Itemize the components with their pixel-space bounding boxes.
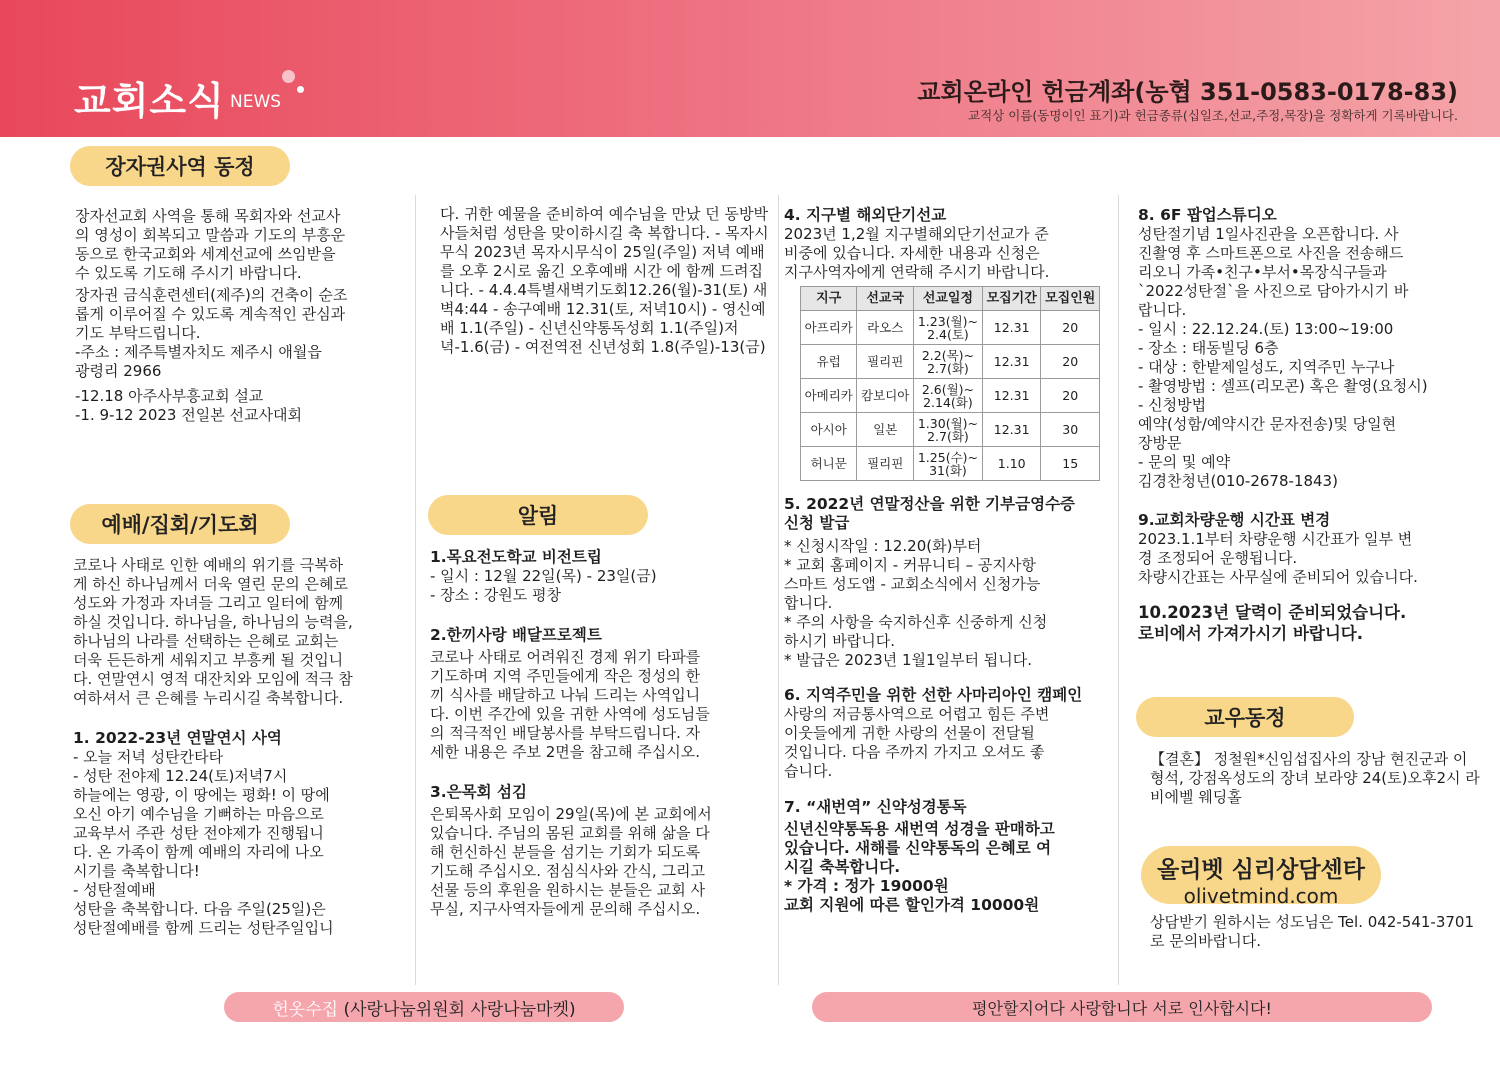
footer-greeting: 평안할지어다 사랑합니다 서로 인사합시다! [812, 992, 1432, 1022]
section-title-members: 교우동정 [1136, 697, 1354, 737]
table-header-cell: 지구 [801, 287, 857, 311]
olivet-url[interactable]: olivetmind.com [1183, 884, 1339, 908]
notice-section [430, 548, 770, 919]
table-header-cell: 모집기간 [982, 287, 1041, 311]
decor-dot-small-icon [297, 86, 304, 93]
table-cell: 12.31 [982, 379, 1041, 413]
table-header-cell: 선교일정 [913, 287, 982, 311]
page-title: 교회소식 [74, 79, 225, 123]
news-label: NEWS [230, 92, 282, 112]
table-row [801, 413, 1100, 447]
notice1-body: - 일시 : 12월 22일(목) - 23일(금) - 장소 : 강원도 평창 [430, 567, 657, 604]
item5-body: * 신청시작일 : 12.20(화)부터 * 교회 홈페이지 - 커뮤니티 – 공지사항 스마트 성도앱 - 교회소식에서 신청가능 합니다. * 주의 사항을 숙지하신후 신중하게 신청 하시기 바랍니다. * 발급은 2023년 1월1일부터 됩니다. [784, 537, 1048, 669]
table-cell: 일본 [857, 413, 913, 447]
table-cell: 12.31 [982, 345, 1041, 379]
table-cell: 1.25(수)~ 31(화) [913, 447, 982, 481]
item4-body: 2023년 1,2월 지구별해외단기선교가 준 비중에 있습니다. 자세한 내용과 신청은 지구사역자에게 연락해 주시기 바랍니다. [784, 225, 1050, 281]
item8-body: 성탄절기념 1일사진관을 오픈합니다. 사 진촬영 후 스마트폰으로 사진을 전송해드 리오니 가족•친구•부서•목장식구들과 `2022성탄절`을 사진으로 담아가시기 바 랍니다. - 일시 : 22.12.24.(토) 13:00~19:00 - 장소 : 태동빌딩 6층 - 대상 : 한밭제일성도, 지역주민 누구나 - 촬영방법 : 셀프(리모콘) 혹은 촬영(요청시) - 신청방법 예약(성함/예약시간 문자전송)및 당일현 장방문 - 문의 및 예약 김경찬청년(010-2678-1843) [1138, 225, 1428, 490]
olivet-name: 올리벳 심리상담센타 [1157, 857, 1365, 883]
worship-para: 코로나 사태로 인한 예배의 위기를 극복하 게 하신 하나님께서 더욱 열린 문의 은혜로 성도와 가정과 자녀들 그리고 일터에 함께 하실 것입니다. 하나님을, 하나님의 능력을, 하나님의 나라를 선택하는 은혜로 교회는 더욱 든든하게 세워지고 부흥케 될 것입니 다. 연말연시 영적 대잔치와 모임에 적극 참 여하셔서 큰 은혜를 누리시길 축복합니다. [73, 556, 353, 707]
offering-note: 교적상 이름(동명이인 표기)과 헌금종류(십일조,선교,주정,목장)을 정확하게 기록바랍니다. [968, 108, 1458, 123]
table-cell: 유럽 [801, 345, 857, 379]
section-title-worship: 예배/집회/기도회 [70, 504, 290, 544]
item7-title: 7. “새번역” 신약성경통독 [784, 798, 967, 816]
notice3-body: 은퇴목사회 모임이 29일(목)에 본 교회에서 있습니다. 주님의 몸된 교회를 위해 삶을 다 해 헌신하신 분들을 섬기는 기회가 되도록 기도해 주십시오. 점심식사와 간식, 그리고 선물 등의 후원을 원하시는 분들은 교회 사 무실, 지구사역자들에게 문의해 주십시오. [430, 805, 712, 918]
table-cell: 1.10 [982, 447, 1041, 481]
worship-continued: 다. 귀한 예물을 준비하여 예수님을 만났 던 동방박사들처럼 성탄을 맞이하시길 축 복합니다. - 목자시무식 2023년 목자시무식이 25일(주일) 저녁 예배를 오후 2시로 옮긴 오후예배 시간 에 함께 드려집니다. - 4.4.4특별새벽기도회12.26(월)-31(토) 새벽4:44 - 송구예배 12.31(토, 저녁10시) - 영신예배 1.1(주일) - 신년신약통독성회 1.1(주일)저녁-1.6(금) - 여전역전 신년성회 1.8(주일)-13(금) [440, 205, 769, 356]
table-cell: 필리핀 [857, 447, 913, 481]
table-cell: 필리핀 [857, 345, 913, 379]
decor-dot-icon [282, 70, 295, 83]
jangja-para-1: 장자선교회 사역을 통해 목회자와 선교사 의 영성이 회복되고 말씀과 기도의 부흥운 동으로 한국교회와 세계선교에 쓰임받을 수 있도록 기도해 주시기 바랍니다. [75, 207, 346, 282]
notice2-body: 코로나 사태로 어려워진 경제 위기 타파를 기도하며 지역 주민들에게 작은 정성의 한 끼 식사를 배달하고 나눠 드리는 사역입니 다. 이번 주간에 있을 귀한 사역에 성도님들 의 적극적인 배달봉사를 부탁드립니다. 자 세한 내용은 주보 2면을 참고해 주십시오. [430, 648, 710, 761]
members-body: 【결혼】 정철원*신임섭집사의 장남 현진군과 이형석, 강점옥성도의 장녀 보라양 24(토)오후2시 라비에벨 웨딩홀 [1150, 750, 1480, 806]
footer-clothes-label: 헌옷수집 [272, 999, 339, 1020]
item8-title: 8. 6F 팝업스튜디오 [1138, 206, 1277, 224]
worship-item1-body: - 오늘 저녁 성탄칸타타 - 성탄 전야제 12.24(토)저녁7시 하늘에는 영광, 이 땅에는 평화! 이 땅에 오신 아기 예수님을 기뻐하는 마음으로 교육부서 주관 성탄 전야제가 진행됩니 다. 온 가족이 함께 예배의 자리에 나오 시기를 축복합니다! - 성탄절예배 성탄을 축복합니다. 다음 주일(25일)은 성탄절예배를 함께 드리는 성탄주일입니 [73, 748, 334, 937]
table-row [801, 311, 1100, 345]
col4-section [1138, 206, 1473, 644]
table-cell: 30 [1041, 413, 1100, 447]
worship-section [73, 556, 408, 938]
table-cell: 1.30(월)~ 2.7(화) [913, 413, 982, 447]
worship-item1-title: 1. 2022-23년 연말연시 사역 [73, 729, 282, 747]
item4-title: 4. 지구별 해외단기선교 [784, 206, 947, 224]
table-header-cell: 모집인원 [1041, 287, 1100, 311]
item9-title: 9.교회차량운행 시간표 변경 [1138, 511, 1331, 529]
table-cell: 20 [1041, 379, 1100, 413]
item10-title: 10.2023년 달력이 준비되었습니다. 로비에서 가져가시기 바랍니다. [1138, 603, 1407, 643]
section-title-notice: 알림 [428, 495, 648, 535]
table-cell: 2.2(목)~ 2.7(화) [913, 345, 982, 379]
section-title-jangja: 장자권사역 동정 [70, 146, 290, 186]
table-row [801, 345, 1100, 379]
mission-table-header [801, 287, 1100, 311]
table-cell: 허니문 [801, 447, 857, 481]
column-divider [415, 195, 416, 985]
offering-account: 교회온라인 헌금계좌(농협 351-0583-0178-83) [917, 78, 1458, 106]
table-cell: 아시아 [801, 413, 857, 447]
table-cell: 아메리카 [801, 379, 857, 413]
table-cell: 캄보디아 [857, 379, 913, 413]
table-cell: 20 [1041, 311, 1100, 345]
table-cell: 12.31 [982, 413, 1041, 447]
col3-section [784, 206, 1114, 915]
notice1-title: 1.목요전도학교 비전트립 [430, 548, 602, 566]
olivet-contact: 상담받기 원하시는 성도님은 Tel. 042-541-3701로 문의바랍니다. [1150, 913, 1474, 950]
item6-title: 6. 지역주민을 위한 선한 사마리아인 캠페인 [784, 686, 1083, 704]
table-cell: 라오스 [857, 311, 913, 345]
item6-body: 사랑의 저금통사역으로 어렵고 힘든 주변 이웃들에게 귀한 사랑의 선물이 전달될 것입니다. 다음 주까지 가지고 오셔도 좋 습니다. [784, 705, 1050, 780]
table-header-cell: 선교국 [857, 287, 913, 311]
table-cell: 15 [1041, 447, 1100, 481]
footer-clothes-detail: (사랑나눔위원회 사랑나눔마켓) [338, 999, 576, 1020]
table-cell: 1.23(월)~ 2.4(토) [913, 311, 982, 345]
olivet-counseling-badge [1141, 846, 1381, 908]
table-row [801, 447, 1100, 481]
notice3-title: 3.은목회 섬김 [430, 783, 527, 801]
column-divider [778, 195, 779, 985]
table-cell: 2.6(월)~ 2.14(화) [913, 379, 982, 413]
mission-table [800, 286, 1100, 481]
footer-clothes-donation [224, 992, 624, 1022]
table-cell: 12.31 [982, 311, 1041, 345]
notice2-title: 2.한끼사랑 배달프로젝트 [430, 626, 602, 644]
jangja-section [75, 207, 405, 425]
table-cell: 아프리카 [801, 311, 857, 345]
jangja-schedule: -12.18 아주사부흥교회 설교 -1. 9-12 2023 전일본 선교사대회 [75, 387, 302, 424]
column-divider [1118, 195, 1119, 985]
table-cell: 20 [1041, 345, 1100, 379]
header-banner [0, 0, 1500, 137]
item9-body: 2023.1.1부터 차량운행 시간표가 일부 변 경 조정되어 운행됩니다. 차량시간표는 사무실에 준비되어 있습니다. [1138, 530, 1418, 586]
item7-body: 신년신약통독용 새번역 성경을 판매하고 있습니다. 새해를 신약통독의 은혜로 여 시길 축복합니다. * 가격 : 정가 19000원 교회 지원에 따른 할인가격 10000원 [784, 820, 1055, 914]
item5-title: 5. 2022년 연말정산을 위한 기부금영수증 신청 발급 [784, 495, 1076, 532]
jangja-para-2: 장자권 금식훈련센터(제주)의 건축이 순조 롭게 이루어질 수 있도록 계속적인 관심과 기도 부탁드립니다. -주소 : 제주특별자치도 제주시 애월읍 광령리 2966 [75, 286, 348, 380]
table-row [801, 379, 1100, 413]
